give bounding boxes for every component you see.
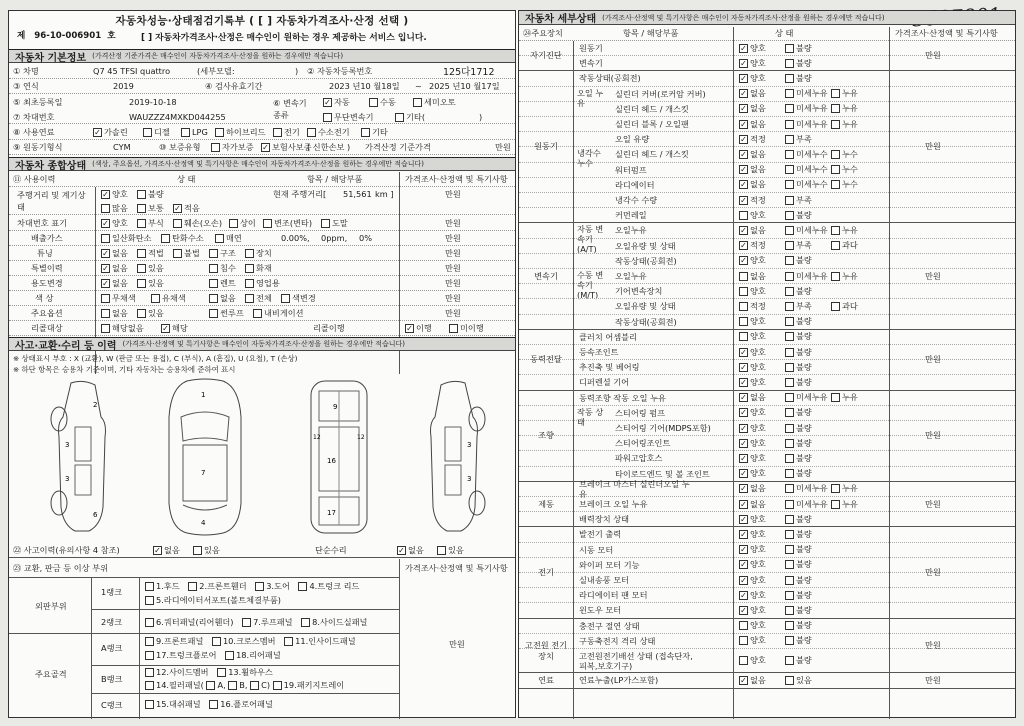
detail-option: 불량	[785, 362, 812, 373]
row-options: 주요옵션 없음 있음 썬루프 내비게이션 만원	[9, 306, 515, 321]
detail-group-label: 동력전달	[530, 354, 562, 365]
detail-row	[519, 451, 1015, 466]
detail-option: 미세누수	[785, 179, 828, 190]
detail-option: ✓ 양호	[740, 604, 766, 615]
detail-option: 누유	[831, 483, 858, 494]
detail-option: 불량	[785, 575, 812, 586]
detail-item-label: 윈도우 모터	[579, 605, 622, 616]
detail-option: ✓ 적정	[740, 194, 766, 205]
detail-row	[519, 299, 1015, 314]
detail-option: 불량	[785, 438, 812, 449]
detail-option: ✓ 양호	[740, 528, 766, 539]
detail-item-label: 실내송풍 모터	[579, 575, 630, 586]
right-column	[518, 10, 1016, 718]
detail-option: 불량	[785, 316, 812, 327]
detail-option: ✓ 양호	[740, 513, 766, 524]
vin-value: WAUZZZ4MXKD044255	[129, 112, 226, 122]
detail-row	[519, 87, 1015, 108]
detail-item-label: 원동기	[579, 43, 603, 54]
row-color: 색 상 무채색 유채색 없음 전체 색변경 만원	[9, 291, 515, 306]
detail-option: 미세누유	[785, 392, 828, 403]
detail-item-label: 변속기	[579, 58, 603, 69]
detail-row	[519, 71, 1015, 86]
detail-option: ✓ 양호	[740, 407, 766, 418]
svg-text:12: 12	[357, 434, 365, 441]
detail-option: ✓ 없음	[740, 392, 766, 403]
detail-option: 불량	[785, 453, 812, 464]
detail-row	[519, 391, 1015, 406]
detail-option: 미세누유	[785, 499, 828, 510]
detail-option: 누수	[831, 149, 858, 160]
row-use-change: 용도변경 ✓ 없음 있음 렌트 영업용 만원	[9, 276, 515, 291]
detail-option: 미세누수	[785, 164, 828, 175]
detail-option: 불량	[785, 347, 812, 358]
detail-item-label: 오일 유량	[615, 134, 650, 145]
detail-item-label: 스티어링조인트	[615, 438, 671, 449]
detail-row	[519, 254, 1015, 269]
left-column: 자동차성능·상태점검기록부 ( [ ] 자동차가격조사·산정 선택 ) 제 96-10-006901 호 [ ] 자동차가격조사·산정은 매수인이 원하는 경우 제공하는 서비스 입니다. 자동차 기본정보 (가격산정 기준가격은 매수인이 자동차가격조사·산정을 원하는 경우에만 적습니다) ① 차명 Q7 45 TFSI quattro (세부모델: ) ② 자동차등록번호 125다1712 ③ 연식 2019 ④ 검사유효기간 2023 년10 월18일 ~ 2025 년10 월17일 ⑤ 최초등록일 2019-10-18 ⑦ 차대번호 WAUZZZ4MXKD044255 ⑥ 변속기 종류 ✓ 자동 수동 세미오토 무단변속기 기타( ) ⑧ 사용연료 ✓ 가솔린 디젤 LPG 하이브리드 전기 수소전기 기타 ⑨ 원동기형식 CYM ⑩ 보증유형 자가보증 ✓ 보험사보증 ( 신한손보 ) 가격산정 기준가격 만원 자동차 종합상태 (색상, 주요옵션, 가격조사·산정액 및 특기사항은 매수인이 자동차가격조사·산정을 원하는 경우에만 적습니다) ⑪ 사용이력 상 태 항목 / 해당부품 가격조사·산정액 및 특기사항 주행거리 및 계기상태 ✓ 양호 불량 많음 보통 ✓ 적음 현재 주행거리[ 51,561 km ] 만원 차대번호 표기 ✓ 양호 부식 훼손(오손) 상이 변조(변타) 도말 만원 배출가스 일산화탄소 탄화수소 매연 0.00%, 0ppm, 0% 만원 튜닝 ✓ 없음 적법 불법 구조 장치 만원 특별이력 ✓ 없음 있음 침수 화재 만원 용도변경 ✓ 없음 있음 렌트 영업용 만원 색 상 무채색 유채색 없음 전체 색변경 만원 주요옵션 없음 있음 썬루프 내비게이션 만원 리콜대상 해당없음 ✓ 해당 리콜이행 ✓ 이행 미이행 사고·교환·수리 등 이력 (가격조사·산정액 및 특기사항은 매수인이 자동차가격조사·산정을 원하는 경우에만 적습니다) ※ 상태표시 부호 : X (교환), W (판금 또는 용접), C (부식), A (흠집), U (요철), T (손상) ※ 하단 항목은 승용차 기준이며, 기타 자동차는 승용차에 준하여 표시 3 3 2 6 1 7 4 9 16 17 12 12 3 3 ㉒ 사고이력(유의사항 4 참조) ✓ 없음 있음 단순수리 ✓ 없음 있음 ㉓ 교환, 판금 등 이상 부위 가격조사·산정액 및 특기사항 외판부위 1랭크 1.후드 2.프론트휀더 3.도어 4.트렁크 리드 5.라디에이터서포트(볼트체결부품) 2랭크 6.쿼터패널(리어휀더) 7.루프패널 8.사이드실패널 주요골격 A랭크 9.프론트패널 10.크로스멤버 11.인사이드패널 17.트렁크플로어 18.리어패널 B랭크 12.사이드멤버 13.휠하우스 14.필러패널( A, B, C) 19.패키지트레이 C랭크 15.대쉬패널 16.플로어패널 만원	[8, 10, 516, 718]
detail-item-label: 오일유량 및 상태	[615, 240, 676, 251]
detail-item-label: 동력조향 작동 오일 누유	[579, 392, 666, 403]
detail-row	[519, 178, 1015, 193]
detail-option: ✓ 양호	[740, 437, 766, 448]
row-year: ③ 연식 2019 ④ 검사유효기간 2023 년10 월18일 ~ 2025 년10 월17일	[9, 79, 515, 94]
detail-option: 불량	[785, 620, 812, 631]
detail-option: 불량	[785, 635, 812, 646]
svg-text:12: 12	[313, 434, 321, 441]
detail-option: 양호	[739, 210, 766, 221]
detail-option: 불량	[785, 423, 812, 434]
detail-row	[519, 512, 1015, 527]
detail-row	[519, 102, 1015, 117]
car-side-right-diagram	[421, 377, 505, 537]
detail-option: 부족	[785, 240, 812, 251]
detail-option: 불량	[785, 331, 812, 342]
detail-option: ✓ 없음	[740, 483, 766, 494]
detail-option: 과다	[831, 240, 858, 251]
detail-option: 불량	[785, 514, 812, 525]
detail-option: ✓ 적정	[740, 240, 766, 251]
detail-sub-label: 오일 누유	[577, 87, 604, 108]
detail-item-label: 구동축전지 격리 상태	[579, 635, 656, 646]
detail-sub-label: 냉각수 누수	[577, 148, 601, 169]
detail-option: ✓ 없음	[740, 224, 766, 235]
detail-price-unit: 만원	[925, 639, 941, 650]
detail-option: 불량	[785, 286, 812, 297]
detail-price-unit: 만원	[925, 270, 941, 281]
service-note: [ ] 자동차가격조사·산정은 매수인이 원하는 경우 제공하는 서비스 입니다.	[141, 33, 427, 43]
detail-option: ✓ 양호	[740, 452, 766, 463]
overall-header: 자동차 종합상태 (색상, 주요옵션, 가격조사·산정액 및 특기사항은 매수인이 자동차가격조사·산정을 원하는 경우에만 적습니다)	[9, 157, 515, 171]
detail-item-label: 추진축 및 베어링	[579, 362, 640, 373]
detail-option: ✓ 양호	[740, 559, 766, 570]
detail-row	[519, 649, 1015, 673]
row-recall: 리콜대상 해당없음 ✓ 해당 리콜이행 ✓ 이행 미이행	[9, 321, 515, 336]
detail-item-label: 스티어링 펌프	[615, 407, 666, 418]
detail-option: ✓ 없음	[740, 103, 766, 114]
detail-row	[519, 193, 1015, 208]
document-number: 제 96-10-006901 호	[17, 31, 116, 41]
svg-text:3: 3	[467, 441, 472, 449]
detail-row	[519, 543, 1015, 558]
detail-item-label: 배력장치 상태	[579, 514, 630, 525]
detail-option: ✓ 양호	[740, 544, 766, 555]
detail-option: 부족	[785, 134, 812, 145]
detail-option: ✓ 양호	[740, 468, 766, 479]
detail-option: 누유	[831, 499, 858, 510]
detail-option: ✓ 양호	[740, 361, 766, 372]
detail-item-label: 등속조인트	[579, 347, 619, 358]
detail-option: 양호	[739, 286, 766, 297]
detail-sub-label: 작동 상태	[577, 406, 604, 427]
detail-option: ✓ 없음	[740, 164, 766, 175]
detail-option: 적정	[739, 301, 766, 312]
detail-item-label: 작동상태(공회전)	[579, 73, 641, 84]
detail-row	[519, 208, 1015, 223]
detail-option: ✓ 양호	[740, 255, 766, 266]
detail-option: 누수	[831, 179, 858, 190]
detail-option: 누유	[831, 392, 858, 403]
svg-text:4: 4	[201, 519, 206, 527]
car-frame-diagram	[297, 377, 381, 537]
detail-option: 누유	[831, 88, 858, 99]
detail-option: 누유	[831, 103, 858, 114]
detail-option: ✓ 없음	[740, 88, 766, 99]
reg-no-value: 125다1712	[443, 67, 495, 78]
detail-option: 불량	[785, 255, 812, 266]
detail-group-label: 전기	[538, 567, 554, 577]
detail-option: 미세누수	[785, 149, 828, 160]
detail-option: 미세누유	[785, 119, 828, 130]
detail-option: 불량	[785, 468, 812, 479]
detail-option: ✓ 없음	[740, 148, 766, 159]
detail-option: 있음	[785, 675, 812, 686]
detail-option: 불량	[785, 529, 812, 540]
detail-group-label: 고전원 전기장치	[524, 639, 568, 661]
overall-col-headers: ⑪ 사용이력 상 태 항목 / 해당부품 가격조사·산정액 및 특기사항	[9, 172, 515, 187]
detail-sub-label: 자동 변속기 (A/T)	[577, 224, 604, 255]
detail-option: 부족	[785, 301, 812, 312]
detail-item-label: 오일유량 및 상태	[615, 301, 676, 312]
detail-option: ✓ 양호	[740, 42, 766, 53]
detail-item-label: 발전기 출력	[579, 529, 622, 540]
row-fuel: ⑧ 사용연료 ✓ 가솔린 디젤 LPG 하이브리드 전기 수소전기 기타	[9, 125, 515, 140]
detail-option: 미세누유	[785, 103, 828, 114]
detail-price-unit: 만원	[925, 354, 941, 365]
detail-item-label: 클러치 어셈블리	[579, 331, 637, 342]
detail-option: 부족	[785, 195, 812, 206]
detail-row	[519, 406, 1015, 427]
detail-row	[519, 478, 1015, 499]
detail-option: ✓ 없음	[740, 498, 766, 509]
car-top-diagram	[157, 377, 253, 537]
detail-option: 양호	[739, 655, 766, 666]
detail-option: ✓ 양호	[740, 589, 766, 600]
svg-text:1: 1	[201, 391, 206, 399]
detail-item-label: 디퍼렌셜 기어	[579, 377, 630, 388]
detail-option: ✓ 양호	[740, 574, 766, 585]
detail-option: 불량	[785, 590, 812, 601]
basic-info-header: 자동차 기본정보 (가격산정 기준가격은 매수인이 자동차가격조사·산정을 원하는 경우에만 적습니다)	[9, 49, 515, 63]
car-name-value: Q7 45 TFSI quattro	[93, 66, 171, 76]
detail-option: ✓ 양호	[740, 346, 766, 357]
row-special: 특별이력 ✓ 없음 있음 침수 화재 만원	[9, 261, 515, 276]
detail-option: 누수	[831, 164, 858, 175]
detail-option: 누유	[831, 119, 858, 130]
detail-item-label: 워터펌프	[615, 164, 647, 175]
detail-option: 불량	[785, 58, 812, 69]
svg-text:6: 6	[93, 511, 98, 519]
detail-option: 미세누유	[785, 225, 828, 236]
detail-option: 없음	[739, 271, 766, 282]
row-accident-history: ㉒ 사고이력(유의사항 4 참조) ✓ 없음 있음 단순수리 ✓ 없음 있음	[9, 543, 515, 558]
mileage-value: 51,561	[343, 189, 372, 199]
detail-price-unit: 만원	[925, 498, 941, 509]
detail-option: 불량	[785, 544, 812, 555]
row-mileage: 주행거리 및 계기상태 ✓ 양호 불량 많음 보통 ✓ 적음 현재 주행거리[ 51,561 km ] 만원	[9, 187, 515, 215]
detail-item-label: 고전원전기배선 상태 (접속단자,피복,보호기구)	[579, 650, 693, 671]
detail-option: ✓ 없음	[740, 179, 766, 190]
detail-option: 누유	[831, 271, 858, 282]
row-emission: 배출가스 일산화탄소 탄화수소 매연 0.00%, 0ppm, 0% 만원	[9, 231, 515, 246]
detail-item-label: 오일누유	[615, 271, 647, 282]
detail-item-label: 작동상태(공회전)	[615, 316, 677, 327]
detail-option: 양호	[739, 635, 766, 646]
detail-option: 불량	[785, 407, 812, 418]
detail-price-unit: 만원	[925, 50, 941, 61]
detail-item-label: 작동상태(공회전)	[615, 255, 677, 266]
detail-group-label: 제동	[538, 498, 554, 509]
detail-row	[519, 284, 1015, 299]
detail-option: 불량	[785, 73, 812, 84]
detail-row	[519, 588, 1015, 603]
detail-row	[519, 603, 1015, 618]
detail-row	[519, 619, 1015, 634]
detail-item-label: 시동 모터	[579, 544, 614, 555]
document-title: 자동차성능·상태점검기록부 ( [ ] 자동차가격조사·산정 선택 )	[115, 15, 409, 27]
detail-item-label: 라디에이터	[615, 179, 655, 190]
detail-item-label: 파워고압호스	[615, 453, 663, 464]
detail-item-label: 오일누유	[615, 225, 647, 236]
detail-price-unit: 만원	[925, 674, 941, 685]
svg-text:16: 16	[327, 457, 336, 465]
detail-option: ✓ 양호	[740, 376, 766, 387]
detail-option: 양호	[739, 620, 766, 631]
detail-row	[519, 163, 1015, 178]
row-motor: ⑨ 원동기형식 CYM ⑩ 보증유형 자가보증 ✓ 보험사보증 ( 신한손보 ) 가격산정 기준가격 만원	[9, 140, 515, 155]
detail-item-label: 스티어링 기어(MDPS포함)	[615, 423, 711, 434]
detail-group-label: 연료	[538, 674, 554, 685]
detail-col-headers: ㉔주요장치 항목 / 해당부품 상 태 가격조사·산정액 및 특기사항	[519, 27, 1015, 41]
row-car-name: ① 차명 Q7 45 TFSI quattro (세부모델: ) ② 자동차등록번호 125다1712	[9, 64, 515, 79]
svg-text:17: 17	[327, 509, 336, 517]
detail-item-label: 브레이크 오일 누유	[579, 499, 648, 510]
accident-header: 사고·교환·수리 등 이력 (가격조사·산정액 및 특기사항은 매수인이 자동차가격조사·산정을 원하는 경우에만 적습니다)	[9, 337, 515, 351]
detail-option: 불량	[785, 377, 812, 388]
detail-option: 불량	[785, 655, 812, 666]
detail-price-unit: 만원	[925, 141, 941, 152]
detail-row	[519, 527, 1015, 542]
detail-option: 미세누유	[785, 88, 828, 99]
row-first-reg: ⑤ 최초등록일 2019-10-18 ⑦ 차대번호 WAUZZZ4MXKD044255 ⑥ 변속기 종류 ✓ 자동 수동 세미오토 무단변속기 기타( )	[9, 94, 515, 124]
detail-item-label: 냉각수 수량	[615, 195, 658, 206]
detail-option: 불량	[785, 43, 812, 54]
svg-text:7: 7	[201, 469, 206, 477]
detail-option: ✓ 없음	[740, 674, 766, 685]
svg-text:3: 3	[65, 441, 70, 449]
detail-option: ✓ 없음	[740, 118, 766, 129]
detail-item-label: 타이로드엔드 및 볼 조인트	[615, 468, 710, 479]
detail-row	[519, 315, 1015, 330]
detail-option: ✓ 양호	[740, 422, 766, 433]
detail-item-label: 연료누출(LP가스포함)	[579, 675, 659, 686]
detail-option: 양호	[739, 331, 766, 342]
detail-price-unit: 만원	[925, 567, 941, 577]
detail-item-label: 와이퍼 모터 기능	[579, 559, 640, 570]
svg-text:3: 3	[467, 475, 472, 483]
detail-group-label: 원동기	[534, 141, 558, 152]
detail-sub-label: 수동 변속기 (M/T)	[577, 270, 604, 300]
row-vin-display: 차대번호 표기 ✓ 양호 부식 훼손(오손) 상이 변조(변타) 도말 만원	[9, 216, 515, 231]
detail-item-label: 실린더 헤드 / 개스킷	[615, 149, 689, 160]
detail-option: 양호	[739, 316, 766, 327]
detail-option: 누유	[831, 225, 858, 236]
detail-item-label: 기어변속장치	[615, 286, 663, 297]
inspection-record-sheet	[8, 10, 1016, 718]
detail-header: 자동차 세부상태 (가격조사·산정액 및 특기사항은 매수인이 자동차가격조사·산정을 원하는 경우에만 적습니다)	[519, 11, 1015, 25]
detail-row	[519, 117, 1015, 132]
svg-text:2: 2	[93, 401, 98, 409]
detail-group-label: 자기진단	[530, 50, 562, 61]
detail-option: 불량	[785, 210, 812, 221]
detail-item-label: 라디에이터 팬 모터	[579, 590, 648, 601]
detail-group-label: 변속기	[534, 270, 558, 281]
detail-item-label: 충전구 절연 상태	[579, 620, 640, 631]
car-side-left-diagram	[31, 377, 131, 537]
detail-option: ✓ 양호	[740, 57, 766, 68]
detail-row	[519, 239, 1015, 254]
detail-item-label: 실린더 블록 / 오일팬	[615, 119, 689, 130]
detail-row	[519, 375, 1015, 390]
row-tuning: 튜닝 ✓ 없음 적법 불법 구조 장치 만원	[9, 246, 515, 261]
detail-item-label: 실린더 커버(로커암 커버)	[615, 88, 706, 99]
detail-group-label: 조향	[538, 430, 554, 441]
detail-price-unit: 만원	[925, 430, 941, 441]
detail-option: 미세누유	[785, 483, 828, 494]
detail-option: 불량	[785, 559, 812, 570]
detail-item-label: 커먼레일	[615, 210, 647, 221]
detail-option: ✓ 적정	[740, 133, 766, 144]
detail-option: 과다	[831, 301, 858, 312]
svg-text:3: 3	[65, 475, 70, 483]
svg-text:9: 9	[333, 403, 338, 411]
detail-row	[519, 330, 1015, 345]
detail-item-label: 실린더 헤드 / 개스킷	[615, 103, 689, 114]
detail-option: ✓ 양호	[740, 72, 766, 83]
detail-item-label: 브레이크 마스터 실린더오일 누유	[579, 478, 690, 499]
detail-option: 불량	[785, 605, 812, 616]
detail-option: 미세누유	[785, 271, 828, 282]
